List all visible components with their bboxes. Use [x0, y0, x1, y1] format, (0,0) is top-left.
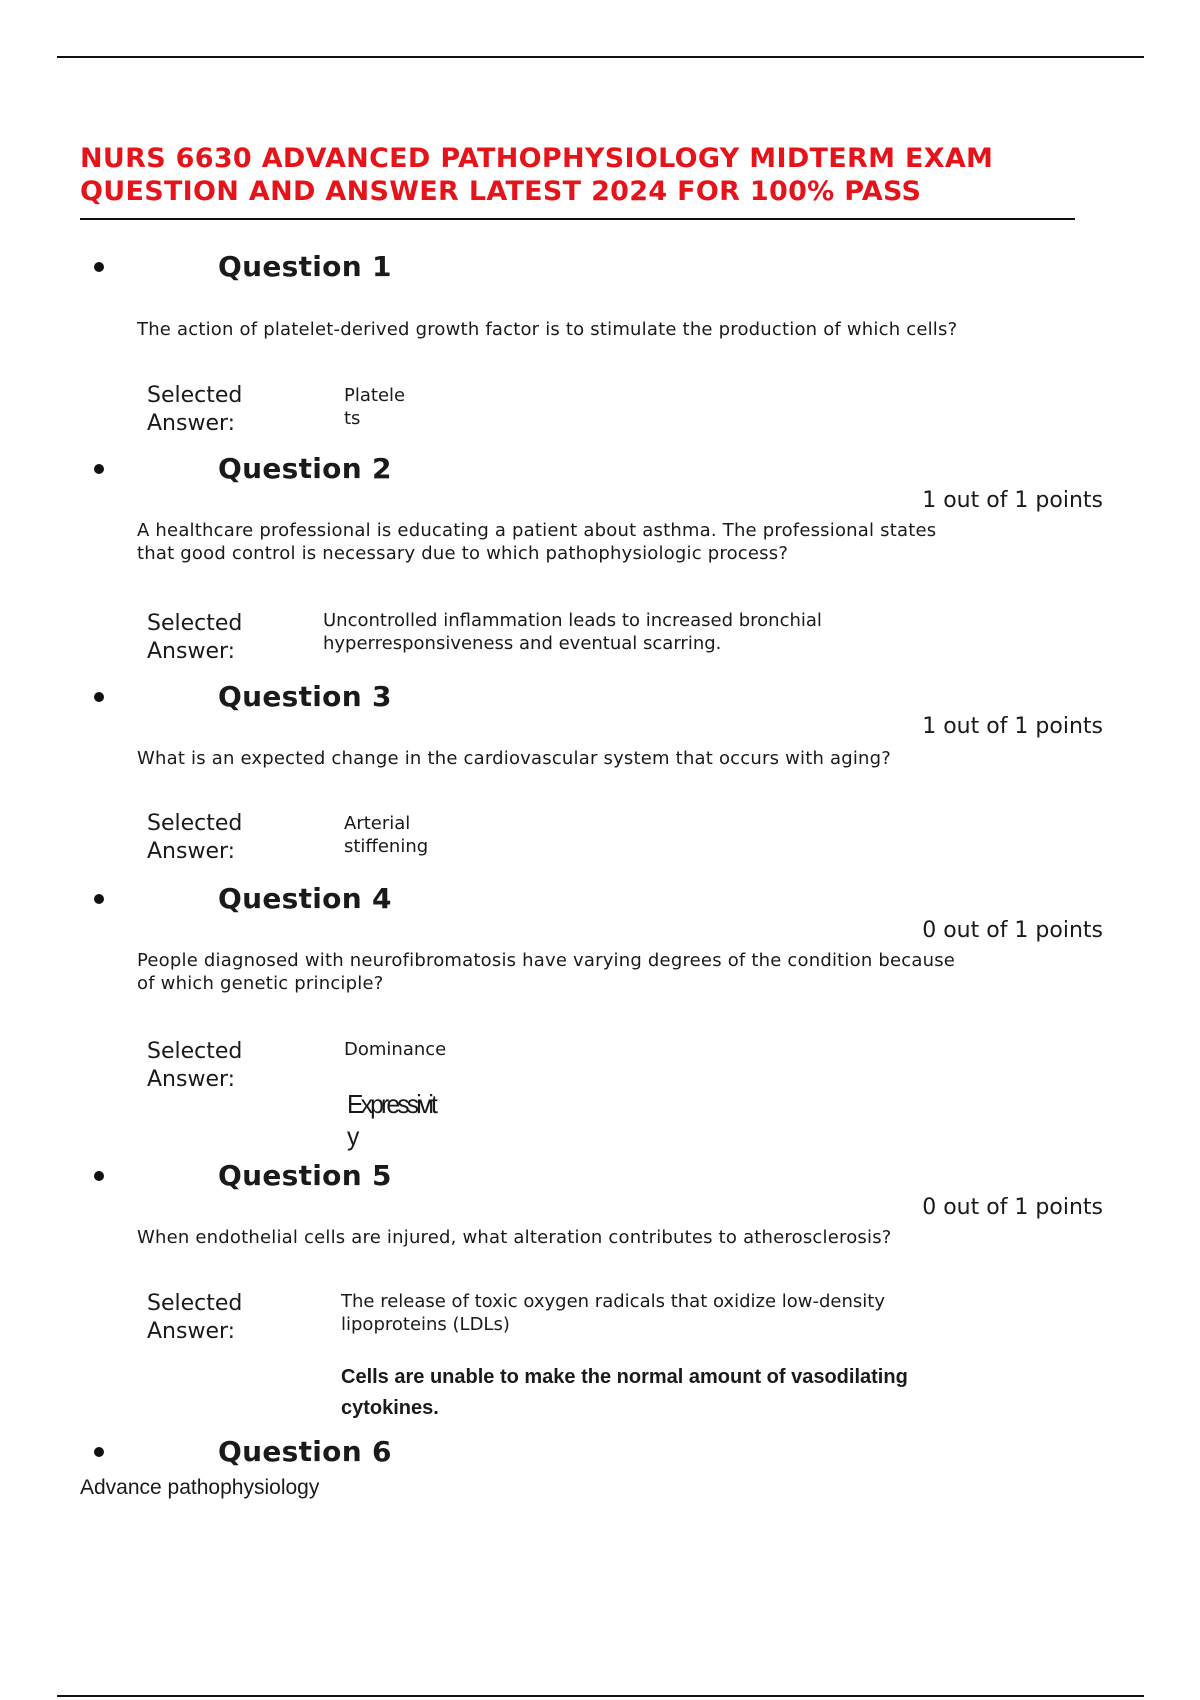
question-1-text: The action of platelet-derived growth factor is to stimulate the production of which cells?: [137, 319, 958, 340]
question-2-answer: Uncontrolled inflammation leads to increased bronchial hyperresponsiveness and eventual scarring.: [323, 610, 822, 654]
question-2-points: 1 out of 1 points: [922, 488, 1103, 513]
question-4-text: People diagnosed with neurofibromatosis have varying degrees of the condition because of which genetic principle?: [137, 950, 956, 994]
page-footer: Advance pathophysiology: [80, 1476, 320, 1499]
title-line-1: NURS 6630 ADVANCED PATHOPHYSIOLOGY MIDTERM EXAM: [80, 143, 994, 174]
question-3-answer: Arterial stiffening: [344, 813, 429, 857]
question-6-heading: Question 6: [218, 1435, 392, 1468]
question-5-correct-answer: Cells are unable to make the normal amount of vasodilating cytokines.: [341, 1366, 908, 1419]
question-5-answer: The release of toxic oxygen radicals that oxidize low-density lipoproteins (LDLs): [341, 1291, 885, 1335]
question-1-answer: Platele ts: [344, 385, 406, 429]
bullet-icon: [94, 464, 104, 474]
question-3-points: 1 out of 1 points: [922, 714, 1103, 739]
question-2-text: A healthcare professional is educating a patient about asthma. The professional states that good control is necessary due to which pathophysiologic process?: [137, 520, 937, 564]
question-4-points: 0 out of 1 points: [922, 918, 1103, 943]
top-rule: [57, 56, 1144, 58]
document-title: [80, 142, 1130, 208]
question-3-text: What is an expected change in the cardiovascular system that occurs with aging?: [137, 748, 892, 769]
bullet-icon: [94, 692, 104, 702]
question-4-answer: Dominance: [344, 1039, 447, 1060]
title-line-2: QUESTION AND ANSWER LATEST 2024 FOR 100% PASS: [80, 176, 922, 207]
question-5-text: When endothelial cells are injured, what alteration contributes to atherosclerosis?: [137, 1227, 892, 1248]
question-1-heading: Question 1: [218, 250, 392, 283]
bottom-rule: [57, 1695, 1144, 1697]
question-5-heading: Question 5: [218, 1159, 392, 1192]
selected-answer-label: Selected Answer:: [147, 1291, 243, 1344]
question-4-correct-answer: Expressivit y: [347, 1089, 436, 1151]
question-2-heading: Question 2: [218, 452, 392, 485]
selected-answer-label: Selected Answer:: [147, 383, 243, 436]
selected-answer-label: Selected Answer:: [147, 811, 243, 864]
bullet-icon: [94, 894, 104, 904]
question-5-points: 0 out of 1 points: [922, 1195, 1103, 1220]
selected-answer-label: Selected Answer:: [147, 611, 243, 664]
question-3-heading: Question 3: [218, 680, 392, 713]
selected-answer-label: Selected Answer:: [147, 1039, 243, 1092]
title-underline: [80, 218, 1075, 220]
bullet-icon: [94, 262, 104, 272]
bullet-icon: [94, 1447, 104, 1457]
question-4-heading: Question 4: [218, 882, 392, 915]
bullet-icon: [94, 1171, 104, 1181]
